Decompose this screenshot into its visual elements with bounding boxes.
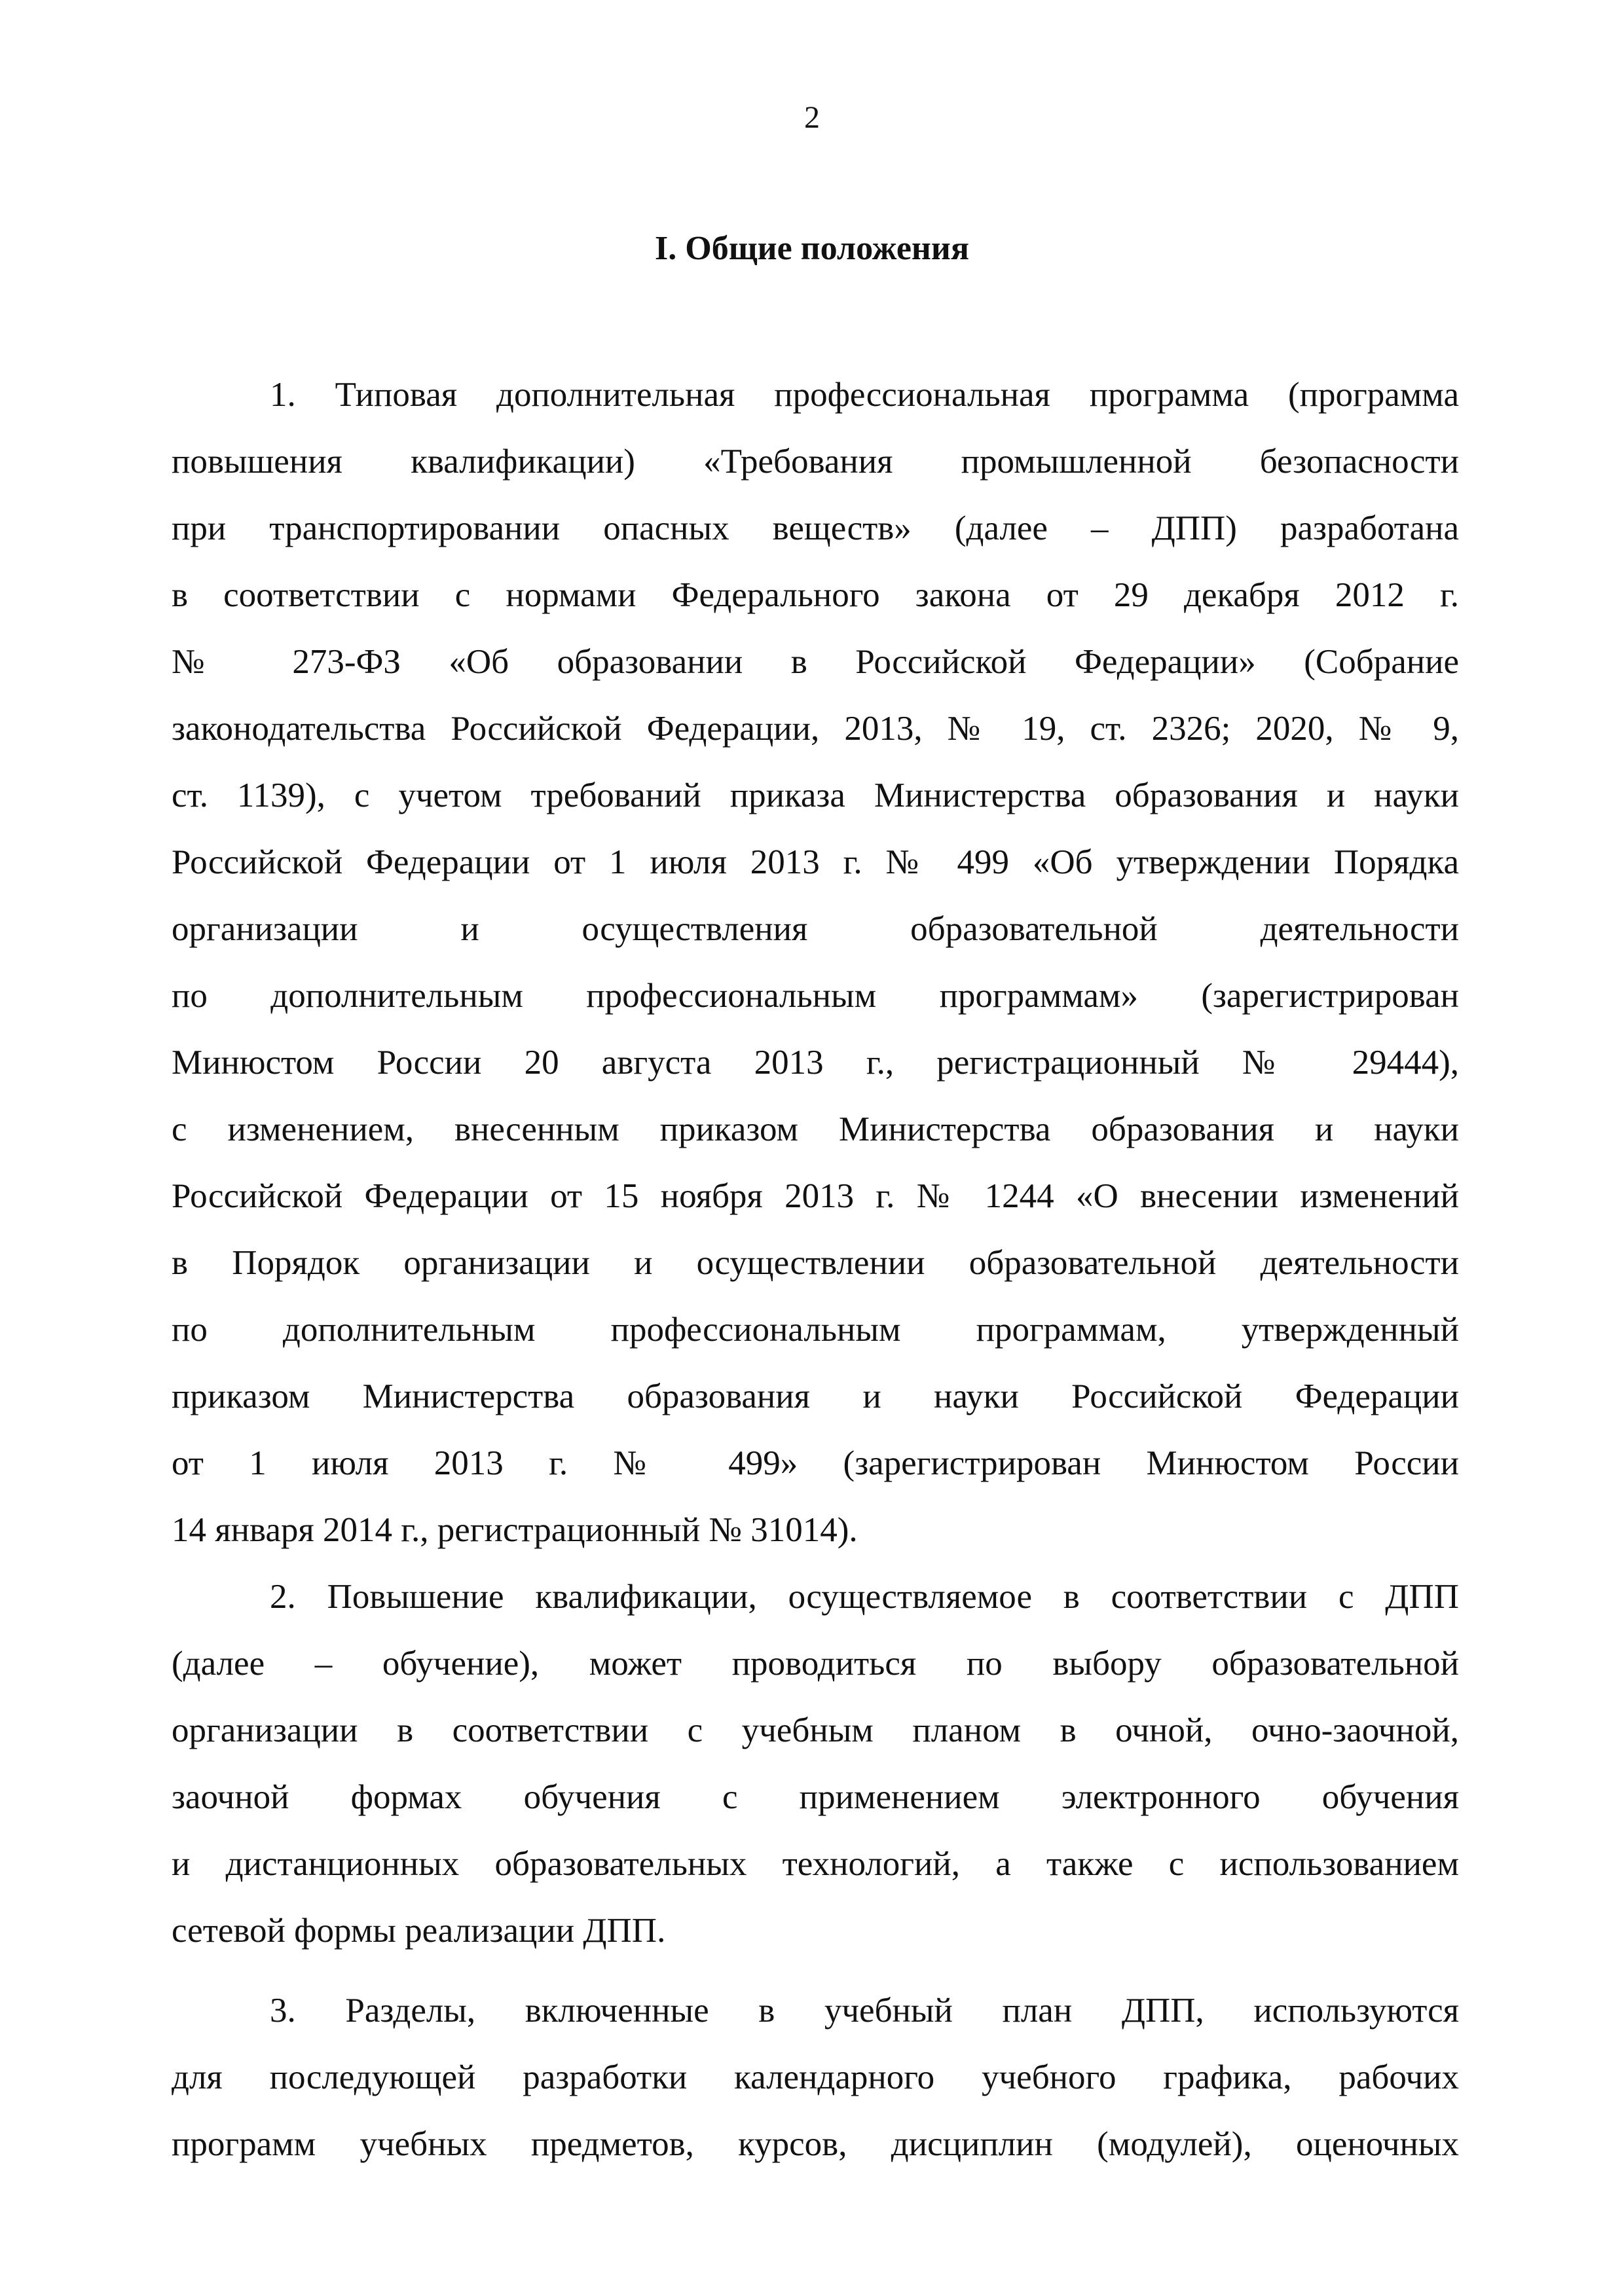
paragraph-line: для последующей разработки календарного учебного графика, рабочих: [172, 2058, 1459, 2096]
paragraph-line: организации и осуществления образовательной деятельности: [172, 910, 1459, 948]
paragraph-line: организации в соответствии с учебным планом в очной, очно-заочной,: [172, 1711, 1459, 1749]
paragraph-line: повышения квалификации) «Требования промышленной безопасности: [172, 443, 1459, 481]
paragraph-2: [172, 1563, 1459, 1964]
paragraph-line: в Порядок организации и осуществлении образовательной деятельности: [172, 1244, 1459, 1282]
paragraph-line: 1. Типовая дополнительная профессиональная программа (программа: [270, 376, 1459, 414]
paragraph-line: с изменением, внесенным приказом Министерства образования и науки: [172, 1110, 1459, 1148]
paragraph-line: ст. 1139), с учетом требований приказа Министерства образования и науки: [172, 776, 1459, 814]
section-title: I. Общие положения: [655, 230, 969, 267]
paragraph-line: 2. Повышение квалификации, осуществляемое в соответствии с ДПП: [270, 1578, 1459, 1616]
paragraph-line: приказом Министерства образования и науки Российской Федерации: [172, 1377, 1459, 1415]
paragraph-line: (далее – обучение), может проводиться по выбору образовательной: [172, 1645, 1459, 1683]
paragraph-line: законодательства Российской Федерации, 2013, № 19, ст. 2326; 2020, № 9,: [172, 710, 1459, 748]
paragraph-3: [172, 1977, 1459, 2178]
paragraph-line: Минюстом России 20 августа 2013 г., регистрационный № 29444),: [172, 1044, 1459, 1082]
paragraph-line: заочной формах обучения с применением электронного обучения: [172, 1778, 1459, 1816]
paragraph-line: Российской Федерации от 1 июля 2013 г. № 499 «Об утверждении Порядка: [172, 843, 1459, 881]
paragraph-spacer: [172, 1964, 1459, 1977]
paragraph-line: по дополнительным профессиональным программам, утвержденный: [172, 1311, 1459, 1349]
paragraph-line: 3. Разделы, включенные в учебный план ДПП, используются: [270, 1992, 1459, 2030]
paragraph-line: программ учебных предметов, курсов, дисциплин (модулей), оценочных: [172, 2125, 1459, 2163]
paragraph-line: в соответствии с нормами Федерального закона от 29 декабря 2012 г.: [172, 576, 1459, 614]
paragraph-line: и дистанционных образовательных технологий, а также с использованием: [172, 1845, 1459, 1883]
paragraph-line: 14 января 2014 г., регистрационный № 31014).: [172, 1511, 858, 1549]
paragraph-line: по дополнительным профессиональным программам» (зарегистрирован: [172, 977, 1459, 1015]
document-body: [172, 361, 1459, 2178]
paragraph-1: [172, 361, 1459, 1563]
page-number: 2: [804, 100, 820, 135]
paragraph-line: № 273-ФЗ «Об образовании в Российской Федерации» (Собрание: [172, 643, 1459, 681]
paragraph-line: Российской Федерации от 15 ноября 2013 г. № 1244 «О внесении изменений: [172, 1177, 1459, 1215]
paragraph-line: при транспортировании опасных веществ» (далее – ДПП) разработана: [172, 509, 1459, 547]
paragraph-line: сетевой формы реализации ДПП.: [172, 1912, 666, 1950]
paragraph-line: от 1 июля 2013 г. № 499» (зарегистрирован Минюстом России: [172, 1444, 1459, 1482]
